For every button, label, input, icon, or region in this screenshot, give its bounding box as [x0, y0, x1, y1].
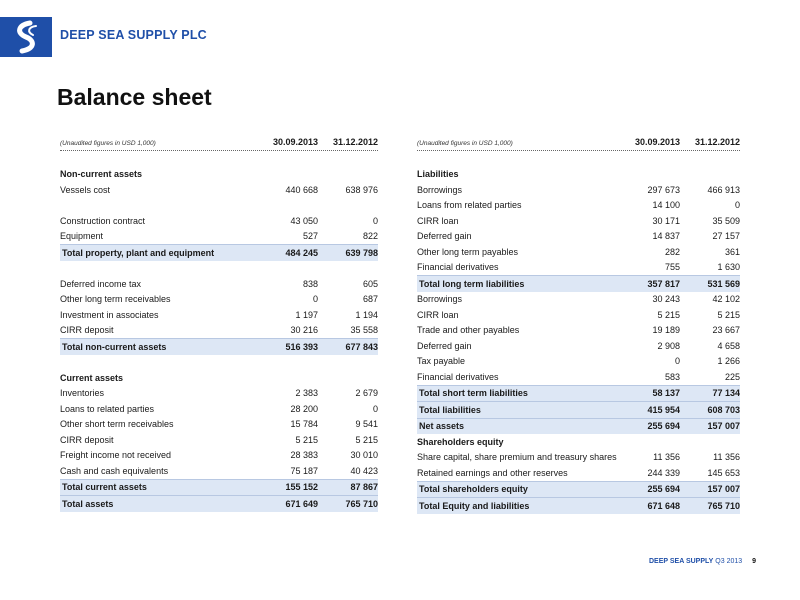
- value-2013: 297 673: [647, 184, 680, 195]
- page-title: Balance sheet: [57, 84, 212, 110]
- total-row: [60, 338, 378, 355]
- row-label: CIRR loan: [417, 309, 459, 320]
- value-2013: 30 243: [652, 294, 680, 305]
- value-2013: 838: [302, 278, 318, 289]
- footer-period: Q3 2013: [715, 558, 743, 565]
- table-row: [417, 354, 740, 370]
- row-label: Total current assets: [62, 482, 147, 493]
- value-2012: 677 843: [345, 341, 378, 352]
- value-2012: 0: [372, 403, 378, 414]
- liabilities-col-2012: 31.12.2012: [694, 137, 740, 147]
- value-2013: 43 050: [290, 215, 318, 226]
- row-label: Financial derivatives: [417, 371, 499, 382]
- liabilities-table-header: [417, 130, 740, 151]
- footer-company: DEEP SEA SUPPLY: [649, 558, 714, 565]
- value-2013: 282: [664, 246, 680, 257]
- value-2012: 608 703: [707, 404, 740, 415]
- row-label: Construction contract: [60, 215, 146, 226]
- row-label: Borrowings: [417, 184, 463, 195]
- row-label: Financial derivatives: [417, 262, 499, 273]
- table-row: [417, 292, 740, 308]
- value-2013: 244 339: [647, 467, 680, 478]
- value-2013: 5 215: [657, 309, 680, 320]
- table-row: [60, 323, 378, 339]
- value-2012: 0: [372, 215, 378, 226]
- table-row: [60, 292, 378, 308]
- table-row: [417, 369, 740, 385]
- row-label: Other short term receivables: [60, 419, 174, 430]
- total-row: [417, 275, 740, 292]
- table-row: [417, 244, 740, 260]
- value-2013: 14 100: [652, 200, 680, 211]
- value-2013: 357 817: [647, 278, 680, 289]
- value-2013: 155 152: [285, 482, 318, 493]
- table-row: [60, 448, 378, 464]
- total-row: [417, 497, 740, 514]
- value-2013: 2 908: [657, 340, 680, 351]
- row-label: Total non-current assets: [62, 341, 167, 352]
- table-row: [60, 307, 378, 323]
- assets-table: [60, 130, 378, 512]
- row-label: Loans from related parties: [417, 200, 522, 211]
- row-label: CIRR deposit: [60, 434, 114, 445]
- row-label: Total liabilities: [419, 404, 481, 415]
- row-label: Vessels cost: [60, 184, 111, 195]
- value-2012: 5 215: [717, 309, 740, 320]
- value-2012: 77 134: [712, 388, 740, 399]
- page-footer: [649, 558, 756, 565]
- row-label: Freight income not received: [60, 450, 172, 461]
- value-2012: 23 667: [712, 325, 740, 336]
- value-2012: 2 679: [355, 388, 378, 399]
- assets-table-body: [60, 151, 378, 512]
- value-2012: 9 541: [355, 419, 378, 430]
- value-2013: 15 784: [290, 419, 318, 430]
- value-2012: 30 010: [350, 450, 378, 461]
- total-row: [417, 385, 740, 402]
- row-label: Investment in associates: [60, 309, 159, 320]
- section-heading-row: [60, 167, 378, 183]
- value-2012: 5 215: [355, 434, 378, 445]
- value-2012: 27 157: [712, 231, 740, 242]
- table-row: [60, 401, 378, 417]
- table-row: [60, 229, 378, 245]
- value-2012: 4 658: [717, 340, 740, 351]
- value-2012: 35 558: [350, 325, 378, 336]
- brand-name: DEEP SEA SUPPLY PLC: [60, 28, 207, 42]
- value-2012: 40 423: [350, 465, 378, 476]
- assets-col-2012: 31.12.2012: [332, 137, 378, 147]
- value-2013: 755: [664, 262, 680, 273]
- value-2013: 484 245: [285, 247, 318, 258]
- row-label: Retained earnings and other reserves: [417, 467, 568, 478]
- value-2013: 5 215: [295, 434, 318, 445]
- value-2012: 765 710: [345, 498, 378, 509]
- company-logo: [0, 17, 52, 57]
- row-label: Inventories: [60, 388, 105, 399]
- spacer-row: [60, 261, 378, 277]
- value-2012: 605: [362, 278, 378, 289]
- row-label: Other long term payables: [417, 246, 519, 257]
- value-2013: 0: [674, 356, 680, 367]
- total-row: [60, 495, 378, 512]
- total-row: [60, 244, 378, 261]
- row-label: Total shareholders equity: [419, 484, 528, 495]
- value-2013: 1 197: [295, 309, 318, 320]
- value-2012: 639 798: [345, 247, 378, 258]
- value-2012: 1 630: [717, 262, 740, 273]
- spacer-row: [417, 151, 740, 167]
- table-row: [60, 276, 378, 292]
- value-2012: 466 913: [707, 184, 740, 195]
- assets-table-note: (Unaudited figures in USD 1,000): [60, 140, 156, 147]
- row-label: Non-current assets: [60, 169, 143, 180]
- table-row: [417, 338, 740, 354]
- value-2013: 75 187: [290, 465, 318, 476]
- table-row: [417, 182, 740, 198]
- value-2012: 822: [362, 231, 378, 242]
- total-row: [417, 418, 740, 435]
- value-2012: 42 102: [712, 294, 740, 305]
- row-label: CIRR deposit: [60, 325, 114, 336]
- row-label: Net assets: [419, 421, 465, 432]
- page-number: 9: [752, 558, 756, 565]
- value-2012: 87 867: [350, 482, 378, 493]
- row-label: Current assets: [60, 372, 124, 383]
- row-label: Shareholders equity: [417, 436, 504, 447]
- liabilities-table: [417, 130, 740, 514]
- section-heading-row: [417, 167, 740, 183]
- value-2013: 583: [664, 371, 680, 382]
- value-2013: 58 137: [652, 388, 680, 399]
- value-2013: 255 694: [647, 421, 680, 432]
- value-2012: 638 976: [345, 184, 378, 195]
- table-row: [60, 213, 378, 229]
- value-2013: 0: [312, 294, 318, 305]
- row-label: Cash and cash equivalents: [60, 465, 169, 476]
- value-2012: 225: [724, 371, 740, 382]
- row-label: Total Equity and liabilities: [419, 500, 530, 511]
- total-row: [417, 401, 740, 418]
- table-row: [417, 323, 740, 339]
- table-row: [417, 465, 740, 481]
- spacer-row: [60, 151, 378, 167]
- value-2012: 1 266: [717, 356, 740, 367]
- row-label: Total assets: [62, 498, 114, 509]
- table-row: [417, 213, 740, 229]
- value-2013: 415 954: [647, 404, 680, 415]
- table-row: [60, 386, 378, 402]
- row-label: Liabilities: [417, 169, 459, 180]
- value-2013: 516 393: [285, 341, 318, 352]
- value-2013: 671 649: [285, 498, 318, 509]
- table-row: [417, 450, 740, 466]
- value-2013: 19 189: [652, 325, 680, 336]
- value-2013: 28 200: [290, 403, 318, 414]
- value-2013: 440 668: [285, 184, 318, 195]
- value-2013: 671 648: [647, 500, 680, 511]
- liabilities-table-note: (Unaudited figures in USD 1,000): [417, 140, 513, 147]
- table-row: [417, 198, 740, 214]
- value-2013: 30 216: [290, 325, 318, 336]
- value-2013: 527: [302, 231, 318, 242]
- row-label: Total short term liabilities: [419, 388, 528, 399]
- value-2012: 687: [362, 294, 378, 305]
- value-2013: 255 694: [647, 484, 680, 495]
- value-2013: 28 383: [290, 450, 318, 461]
- liabilities-col-2013: 30.09.2013: [634, 137, 680, 147]
- row-label: Total property, plant and equipment: [62, 247, 215, 258]
- total-row: [60, 479, 378, 496]
- spacer-row: [60, 198, 378, 214]
- row-label: Other long term receivables: [60, 294, 171, 305]
- total-row: [417, 481, 740, 498]
- row-label: Borrowings: [417, 294, 463, 305]
- row-label: Share capital, share premium and treasury shares: [417, 452, 617, 463]
- value-2012: 1 194: [355, 309, 378, 320]
- row-label: Deferred gain: [417, 231, 472, 242]
- table-row: [60, 417, 378, 433]
- assets-col-2013: 30.09.2013: [272, 137, 318, 147]
- table-row: [417, 307, 740, 323]
- liabilities-table-body: [417, 151, 740, 514]
- section-heading-row: [417, 434, 740, 450]
- value-2012: 531 569: [707, 278, 740, 289]
- row-label: Total long term liabilities: [419, 278, 525, 289]
- table-row: [60, 432, 378, 448]
- table-row: [417, 229, 740, 245]
- row-label: Trade and other payables: [417, 325, 520, 336]
- value-2013: 11 356: [653, 452, 680, 463]
- value-2013: 2 383: [295, 388, 318, 399]
- row-label: Deferred gain: [417, 340, 472, 351]
- value-2012: 35 509: [712, 215, 740, 226]
- assets-table-header: [60, 130, 378, 151]
- row-label: CIRR loan: [417, 215, 459, 226]
- table-row: [60, 182, 378, 198]
- value-2012: 157 007: [707, 484, 740, 495]
- value-2013: 14 837: [652, 231, 680, 242]
- table-row: [417, 260, 740, 276]
- value-2012: 765 710: [707, 500, 740, 511]
- row-label: Loans to related parties: [60, 403, 155, 414]
- section-heading-row: [60, 370, 378, 386]
- value-2012: 361: [724, 246, 740, 257]
- row-label: Deferred income tax: [60, 278, 142, 289]
- table-row: [60, 463, 378, 479]
- row-label: Tax payable: [417, 356, 466, 367]
- value-2012: 0: [734, 200, 740, 211]
- row-label: Equipment: [60, 231, 104, 242]
- value-2012: 145 653: [707, 467, 740, 478]
- value-2012: 157 007: [707, 421, 740, 432]
- spacer-row: [60, 355, 378, 371]
- value-2013: 30 171: [652, 215, 680, 226]
- value-2012: 11 356: [713, 452, 740, 463]
